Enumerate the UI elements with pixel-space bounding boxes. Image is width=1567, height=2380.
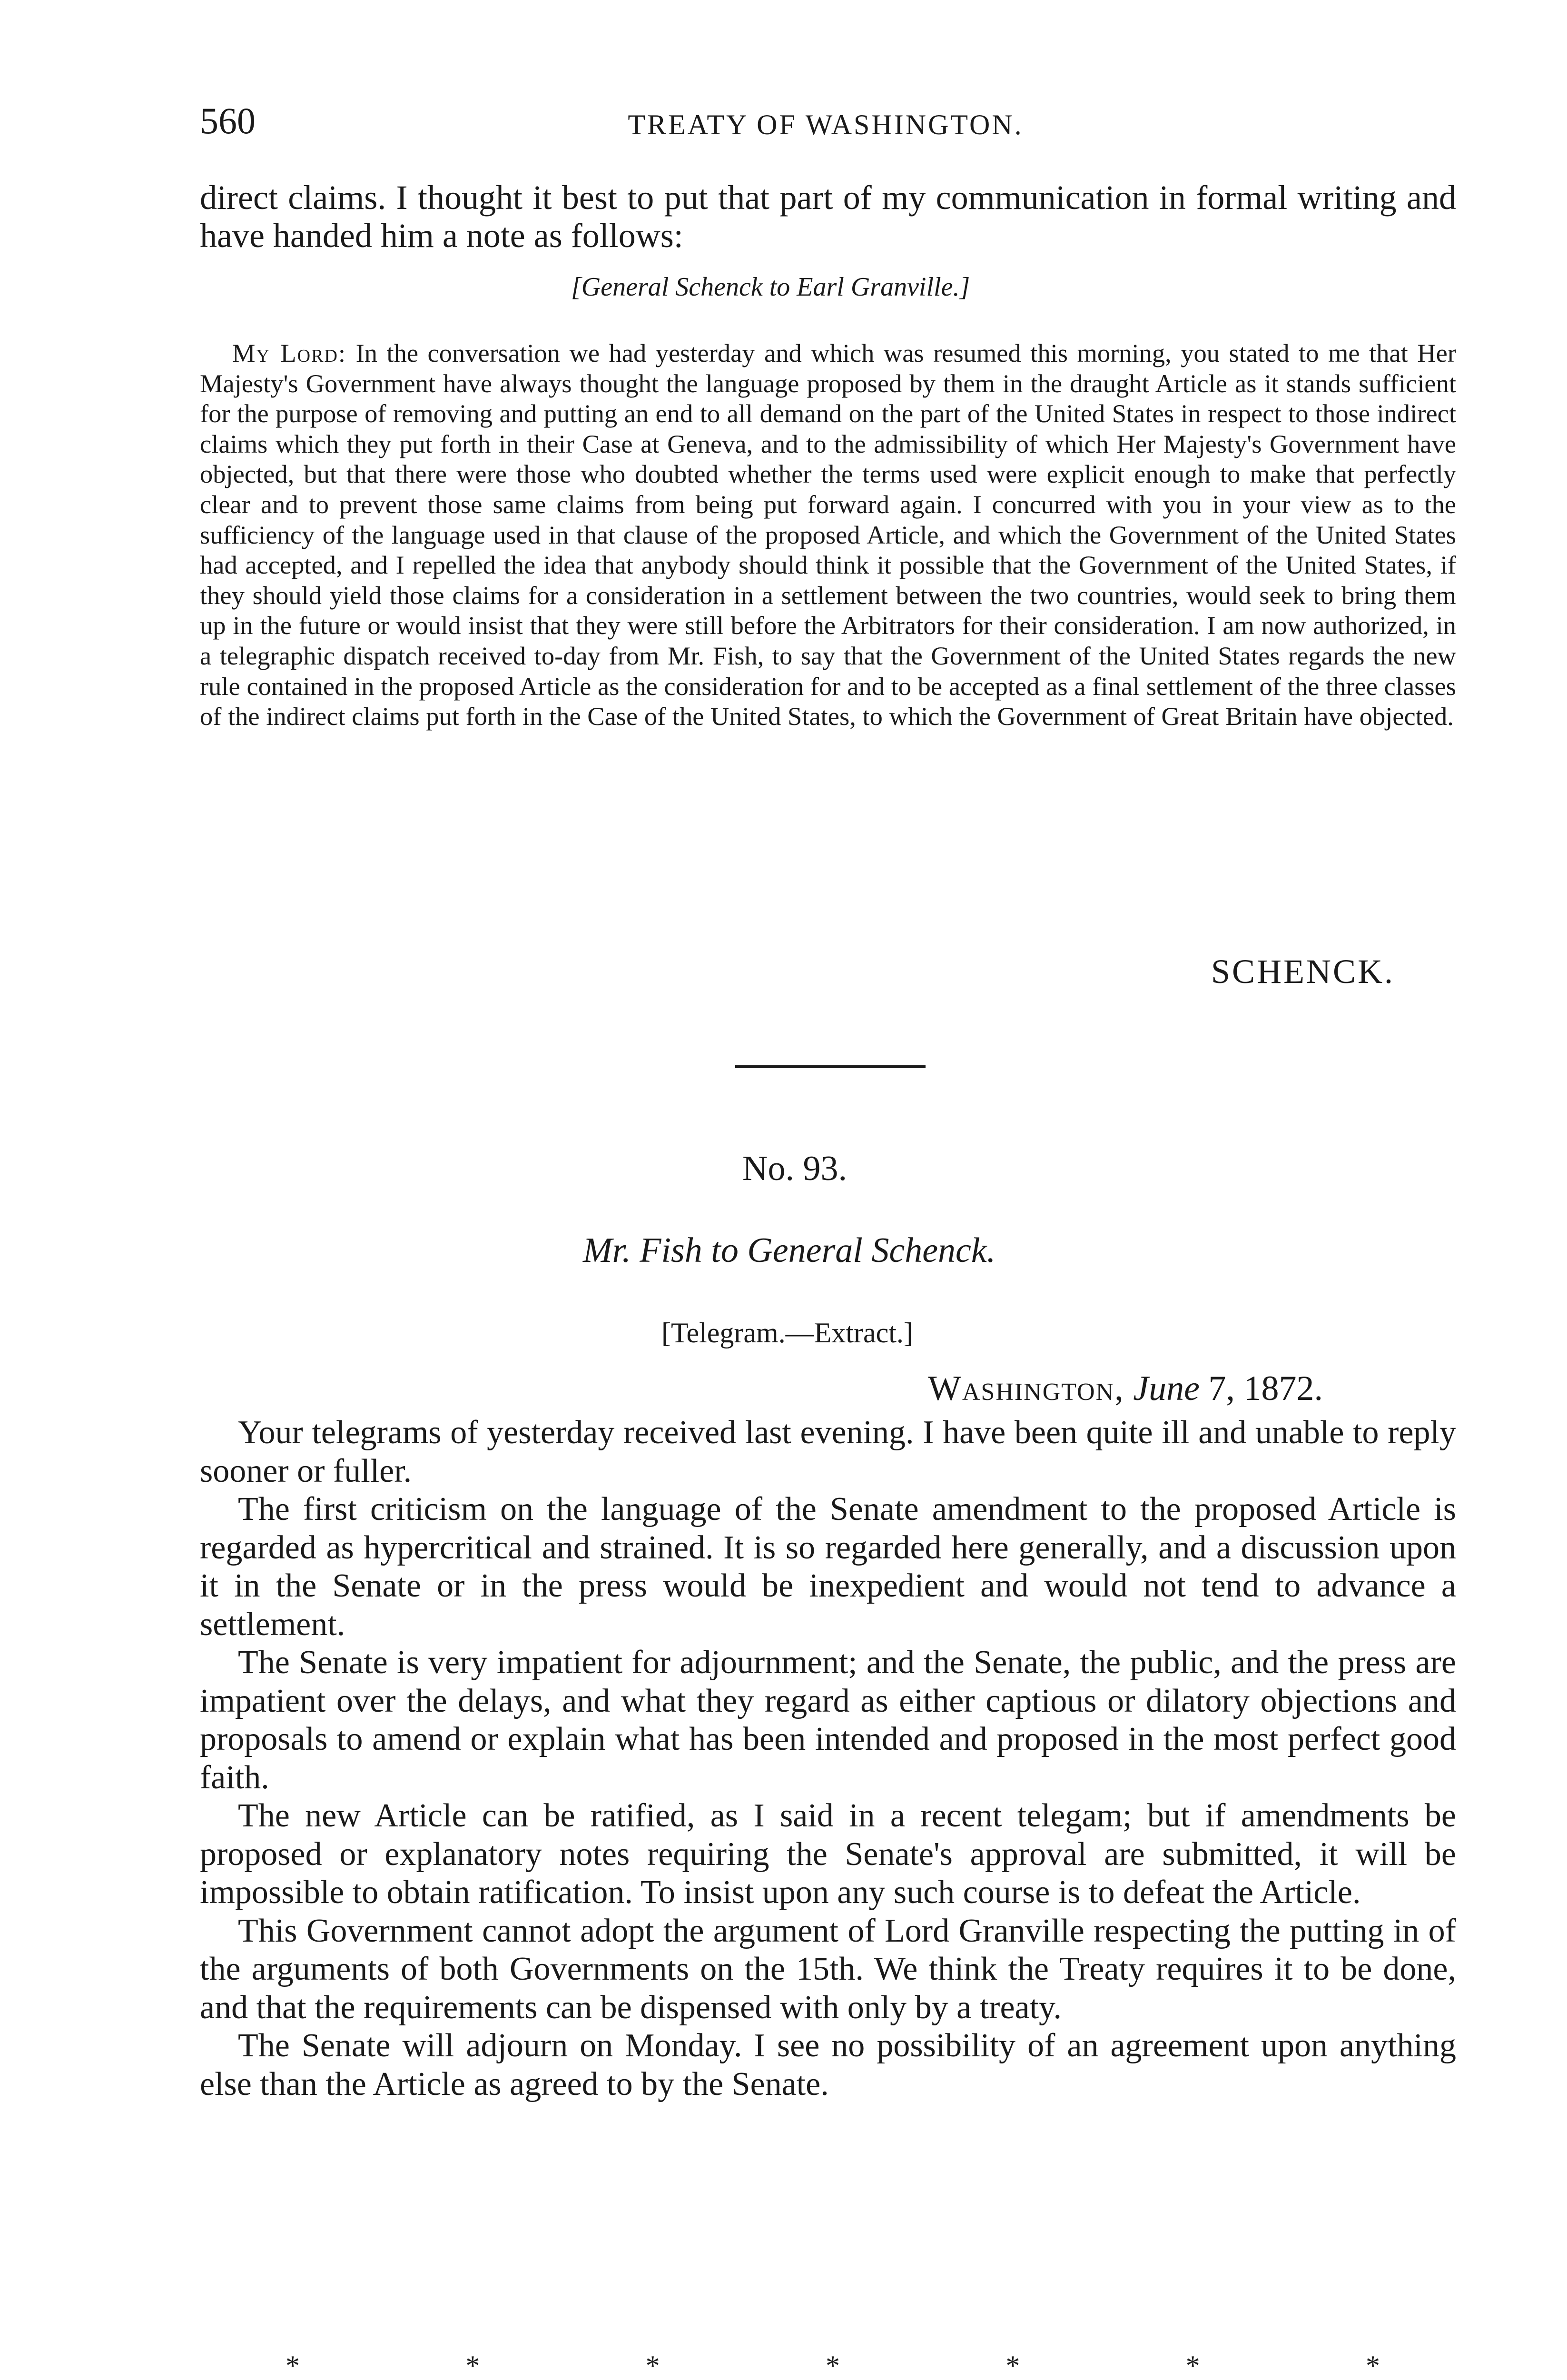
telegram-paragraph: This Government cannot adopt the argument of Lord Granville respecting the putting in of the arguments of both Governments on the 15th. We think the Treaty requires it to be done, and that the requirements can be dispensed with only by a treaty. (200, 1912, 1456, 2026)
letter-text: In the conversation we had yesterday and which was resumed this morning, you stated to me that Her Majesty's Government have always thought the language proposed by them in the draught Article as it stands sufficient for the purpose of removing and putting an end to all demand on the part of the United States in respect to those indirect claims which they put forth in their Case at Geneva, and to the admissibility of which Her Majesty's Government have objected, but that there were those who doubted whether the terms used were explicit enough to make that perfectly clear and to prevent those same claims from being put forward again. I concurred with you in your view as to the sufficiency of the language used in that clause of the proposed Article, and which the Government of the United States had accepted, and I repelled the idea that anybody should think it possible that the Government of the United States, if they should yield those claims for a consideration in a settlement between the two countries, would seek to bring them up in the future or would insist that they were still before the Arbitrators for their consideration. I am now authorized, in a telegraphic dispatch received to-day from Mr. Fish, to say that the Government of the United States regards the new rule contained in the proposed Article as the consideration for and to be accepted as a final settlement of the three classes of the indirect claims put forth in the Case of the United States, to which the Government of Great Britain have objected. (200, 338, 1456, 731)
running-title: TREATY OF WASHINGTON. (628, 109, 1024, 140)
asterisk: * (645, 2350, 660, 2380)
telegram-paragraph: Your telegrams of yesterday received last evening. I have been quite ill and unable to reply sooner or fuller. (200, 1414, 1456, 1489)
telegram-body (200, 1414, 1456, 2103)
telegram-paragraph: The first criticism on the language of the Senate amendment to the proposed Article is regarded as hypercritical and strained. It is so regarded here generally, and a discussion upon it in the Senate or in the press would be inexpedient and would not tend to advance a settlement. (200, 1491, 1456, 1643)
telegram-paragraph: The Senate will adjourn on Monday. I see no possibility of an agreement upon anything else than the Article as agreed to by the Senate. (200, 2027, 1456, 2102)
section-divider (735, 1065, 926, 1068)
asterisk: * (1365, 2350, 1380, 2380)
ellipsis-asterisks (286, 2351, 1380, 2380)
page-number: 560 (200, 100, 256, 141)
document-type: [Telegram.—Extract.] (661, 1317, 913, 1349)
letter-heading: [General Schenck to Earl Granville.] (571, 272, 970, 302)
document-number: No. 93. (742, 1149, 847, 1188)
dateline-month: June (1133, 1369, 1200, 1408)
document-title: Mr. Fish to General Schenck. (583, 1231, 996, 1270)
asterisk: * (465, 2350, 480, 2380)
dateline-date: 7, 1872. (1208, 1369, 1323, 1408)
dateline-place: Washington, (928, 1369, 1124, 1408)
telegram-paragraph: The new Article can be ratified, as I said in a recent telegam; but if amendments be proposed or explanatory notes requiring the Senate's approval are submitted, it will be impossible to obtain ratification. To insist upon any such course is to defeat the Article. (200, 1797, 1456, 1911)
letter-body (200, 338, 1456, 732)
asterisk: * (1005, 2350, 1020, 2380)
asterisk: * (286, 2350, 300, 2380)
asterisk: * (1185, 2350, 1200, 2380)
dateline (928, 1371, 1323, 1406)
letter-signature: SCHENCK. (1211, 952, 1395, 991)
telegram-paragraph: The Senate is very impatient for adjournment; and the Senate, the public, and the press are impatient over the delays, and what they regard as either captious or dilatory objections and proposals to amend or explain what has been intended and proposed in the most perfect good faith. (200, 1644, 1456, 1796)
asterisk: * (825, 2350, 840, 2380)
letter-salutation: My Lord: (232, 338, 347, 367)
continued-paragraph: direct claims. I thought it best to put that part of my communication in formal writing and have handed him a note as follows: (200, 178, 1456, 255)
